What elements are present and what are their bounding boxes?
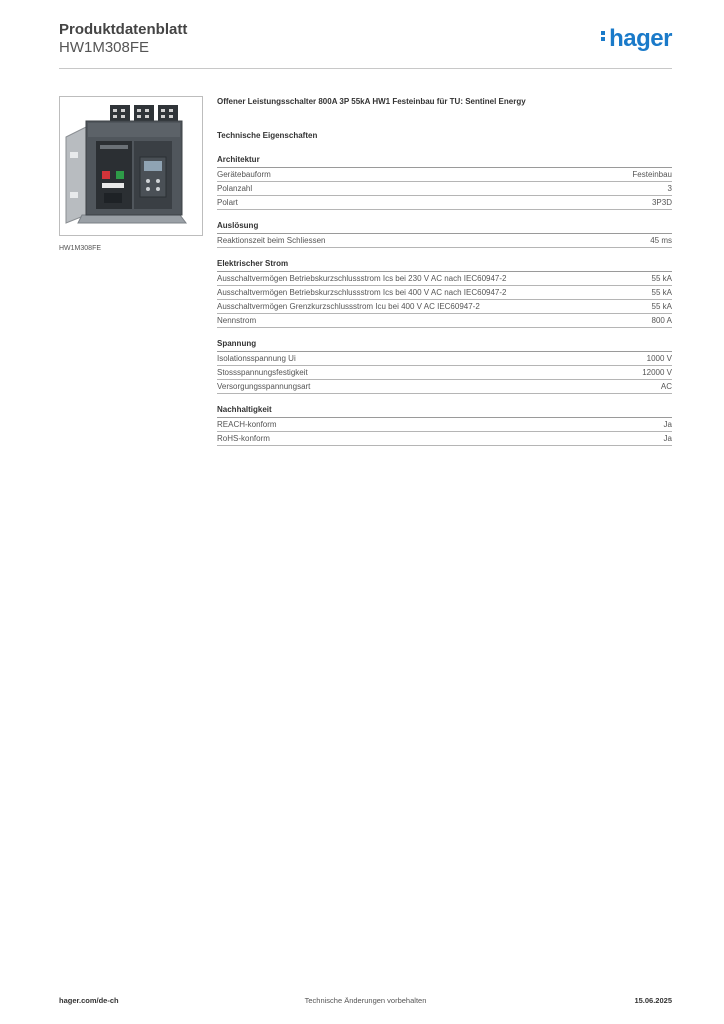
spec-group [217,405,672,446]
spec-value: 1000 V [646,354,672,363]
spec-value: 3 [667,184,672,193]
spec-row [217,352,672,366]
spec-row [217,432,672,446]
spec-value: 55 kA [651,274,672,283]
section-title: Technische Eigenschaften [217,131,318,140]
hager-logo [601,26,672,52]
spec-group-title: Elektrischer Strom [217,259,672,272]
logo-text: hager [609,25,672,52]
spec-value: 45 ms [650,236,672,245]
spec-label: Stossspannungsfestigkeit [217,368,308,377]
footer-date: 15.06.2025 [634,996,672,1005]
spec-row [217,234,672,248]
spec-row [217,272,672,286]
document-header [59,21,187,57]
spec-label: Ausschaltvermögen Betriebskurzschlussstrom Ics bei 230 V AC nach IEC60947-2 [217,274,507,283]
spec-group-title: Architektur [217,155,672,168]
spec-label: REACH-konform [217,420,277,429]
spec-group [217,221,672,248]
spec-label: Reaktionszeit beim Schliessen [217,236,326,245]
spec-content [217,96,672,446]
spec-value: Ja [663,434,672,443]
spec-label: Ausschaltvermögen Grenzkurzschlussstrom Icu bei 400 V AC IEC60947-2 [217,302,480,311]
spec-label: Polart [217,198,238,207]
spec-label: Gerätebauform [217,170,271,179]
spec-groups [217,155,672,446]
spec-value: Ja [663,420,672,429]
spec-group-title: Spannung [217,339,672,352]
spec-row [217,196,672,210]
spec-value: 12000 V [642,368,672,377]
spec-label: Versorgungsspannungsart [217,382,311,391]
spec-row [217,366,672,380]
header-divider [59,68,672,69]
spec-label: Nennstrom [217,316,257,325]
spec-value: 800 A [651,316,672,325]
spec-value: 55 kA [651,288,672,297]
product-code: HW1M308FE [59,39,150,56]
spec-group [217,259,672,328]
spec-value: 55 kA [651,302,672,311]
product-description: Offener Leistungsschalter 800A 3P 55kA HW1 Festeinbau für TU: Sentinel Energy [217,97,526,106]
spec-label: Polanzahl [217,184,253,193]
product-image [59,96,203,236]
spec-row [217,182,672,196]
spec-group-title: Nachhaltigkeit [217,405,672,418]
circuit-breaker-icon [60,97,202,235]
spec-value: AC [660,382,672,391]
spec-group [217,155,672,210]
spec-label: RoHS-konform [217,434,270,443]
spec-row [217,286,672,300]
spec-row [217,314,672,328]
spec-row [217,380,672,394]
footer-disclaimer: Technische Änderungen vorbehalten [304,996,427,1005]
spec-row [217,300,672,314]
image-caption: HW1M308FE [59,245,102,252]
spec-value: 3P3D [651,198,672,207]
footer-website[interactable]: hager.com/de-ch [59,996,119,1005]
spec-group-title: Auslösung [217,221,672,234]
spec-value: Festeinbau [632,170,672,179]
spec-group [217,339,672,394]
logo-dots-icon [601,29,607,43]
spec-label: Ausschaltvermögen Betriebskurzschlussstrom Ics bei 400 V AC nach IEC60947-2 [217,288,507,297]
document-title: Produktdatenblatt [59,21,188,38]
spec-label: Isolationsspannung Ui [217,354,296,363]
spec-row [217,168,672,182]
spec-row [217,418,672,432]
